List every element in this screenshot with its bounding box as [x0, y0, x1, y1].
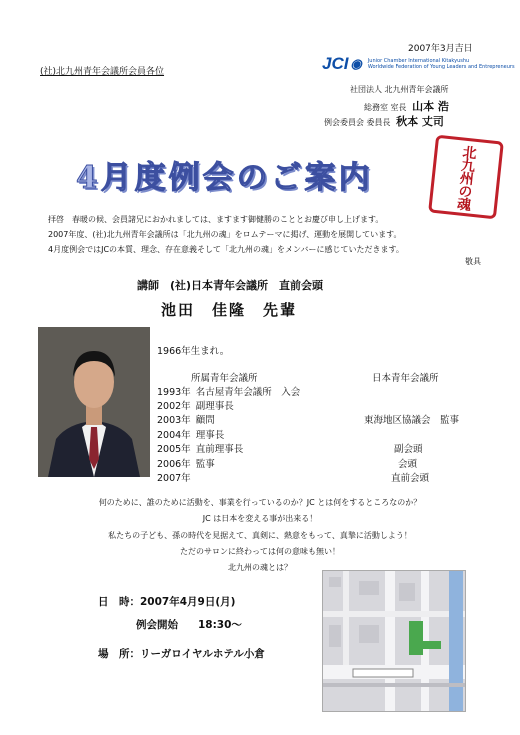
jci-logo-mark: JCI — [322, 54, 349, 73]
lecturer-photo — [38, 327, 150, 477]
jci-logo-text: Junior Chamber International Kitakyushu Worldwide Federation of Young Leaders and Entrepreneurs — [367, 58, 515, 70]
page-title: 4月度例会のご案内 — [76, 160, 373, 196]
intro-line-2: 2007年度、(社)北九州青年会議所は「北九州の魂」をロムテーマに掲げ、運動を展開しています。 — [48, 230, 402, 239]
map-graphic — [323, 571, 465, 711]
schedule-date: 日 時：2007年4月9日(月) — [98, 596, 236, 608]
career-row-right: 会頭 — [398, 459, 418, 470]
intro-line-3: 4月度例会ではJCの本質、理念、存在意義そして「北九州の魂」をメンバーに感じていただきます。 — [48, 245, 404, 254]
sender1: 総務室 室長 山本 浩 — [364, 100, 449, 113]
career-row-right: 副会頭 — [394, 444, 423, 455]
seal-stamp: 北九州の魂 — [428, 135, 504, 220]
intro-line-1: 拝啓 春暖の候、会員諸兄におかれましては、ますます御健勝のこととお慶び申し上げます。 — [48, 215, 384, 224]
career-row-right: 直前会頭 — [391, 473, 430, 484]
career-header-right: 日本青年会議所 — [372, 373, 439, 384]
career-row: 2003年 顧問 — [157, 415, 215, 426]
date: 2007年3月吉日 — [408, 44, 473, 54]
message-line-5: 北九州の魂とは？ — [228, 563, 292, 572]
jci-logo — [322, 54, 515, 74]
career-row-right: 東海地区協議会 監事 — [364, 415, 460, 426]
career-row: 2004年 理事長 — [157, 430, 225, 441]
org-name: 社団法人 北九州青年会議所 — [350, 85, 449, 94]
addressee: (社)北九州青年会議所会員各位 — [40, 67, 165, 77]
career-row: 2002年 副理事長 — [157, 401, 234, 412]
schedule-start: 例会開始 18:30〜 — [136, 619, 242, 631]
lecturer-label: 講師 (社)日本青年会議所 直前会頭 — [137, 279, 324, 292]
message-line-3: 私たちの子ども、孫の時代を見据えて、真剣に、熱意をもって、真摯に活動しよう！ — [108, 531, 412, 540]
lecturer-name: 池田 佳隆 先輩 — [161, 301, 298, 319]
career-row: 2005年 直前理事長 — [157, 444, 244, 455]
portrait-illustration — [38, 327, 150, 477]
closing: 敬具 — [465, 257, 481, 266]
schedule-place: 場 所：リーガロイヤルホテル小倉 — [98, 648, 265, 660]
globe-icon: ◉ — [350, 56, 362, 71]
career-header-left: 所属青年会議所 — [191, 373, 258, 384]
message-line-2: JC は日本を変える事が出来る！ — [202, 514, 318, 523]
born-text: 1966年生まれ。 — [157, 346, 230, 357]
message-line-4: ただのサロンに終わっては何の意味も無い！ — [180, 547, 340, 556]
career-row: 2006年 監事 — [157, 459, 215, 470]
message-line-1: 何のために、誰のために活動を、事業を行っているのか？JC とは何をするところなのか？ — [98, 498, 422, 507]
career-row: 2007年 — [157, 473, 191, 484]
sender2: 例会委員会 委員長 秋本 丈司 — [324, 115, 444, 128]
career-row: 1993年 名古屋青年会議所 入会 — [157, 387, 301, 398]
venue-map — [322, 570, 466, 712]
